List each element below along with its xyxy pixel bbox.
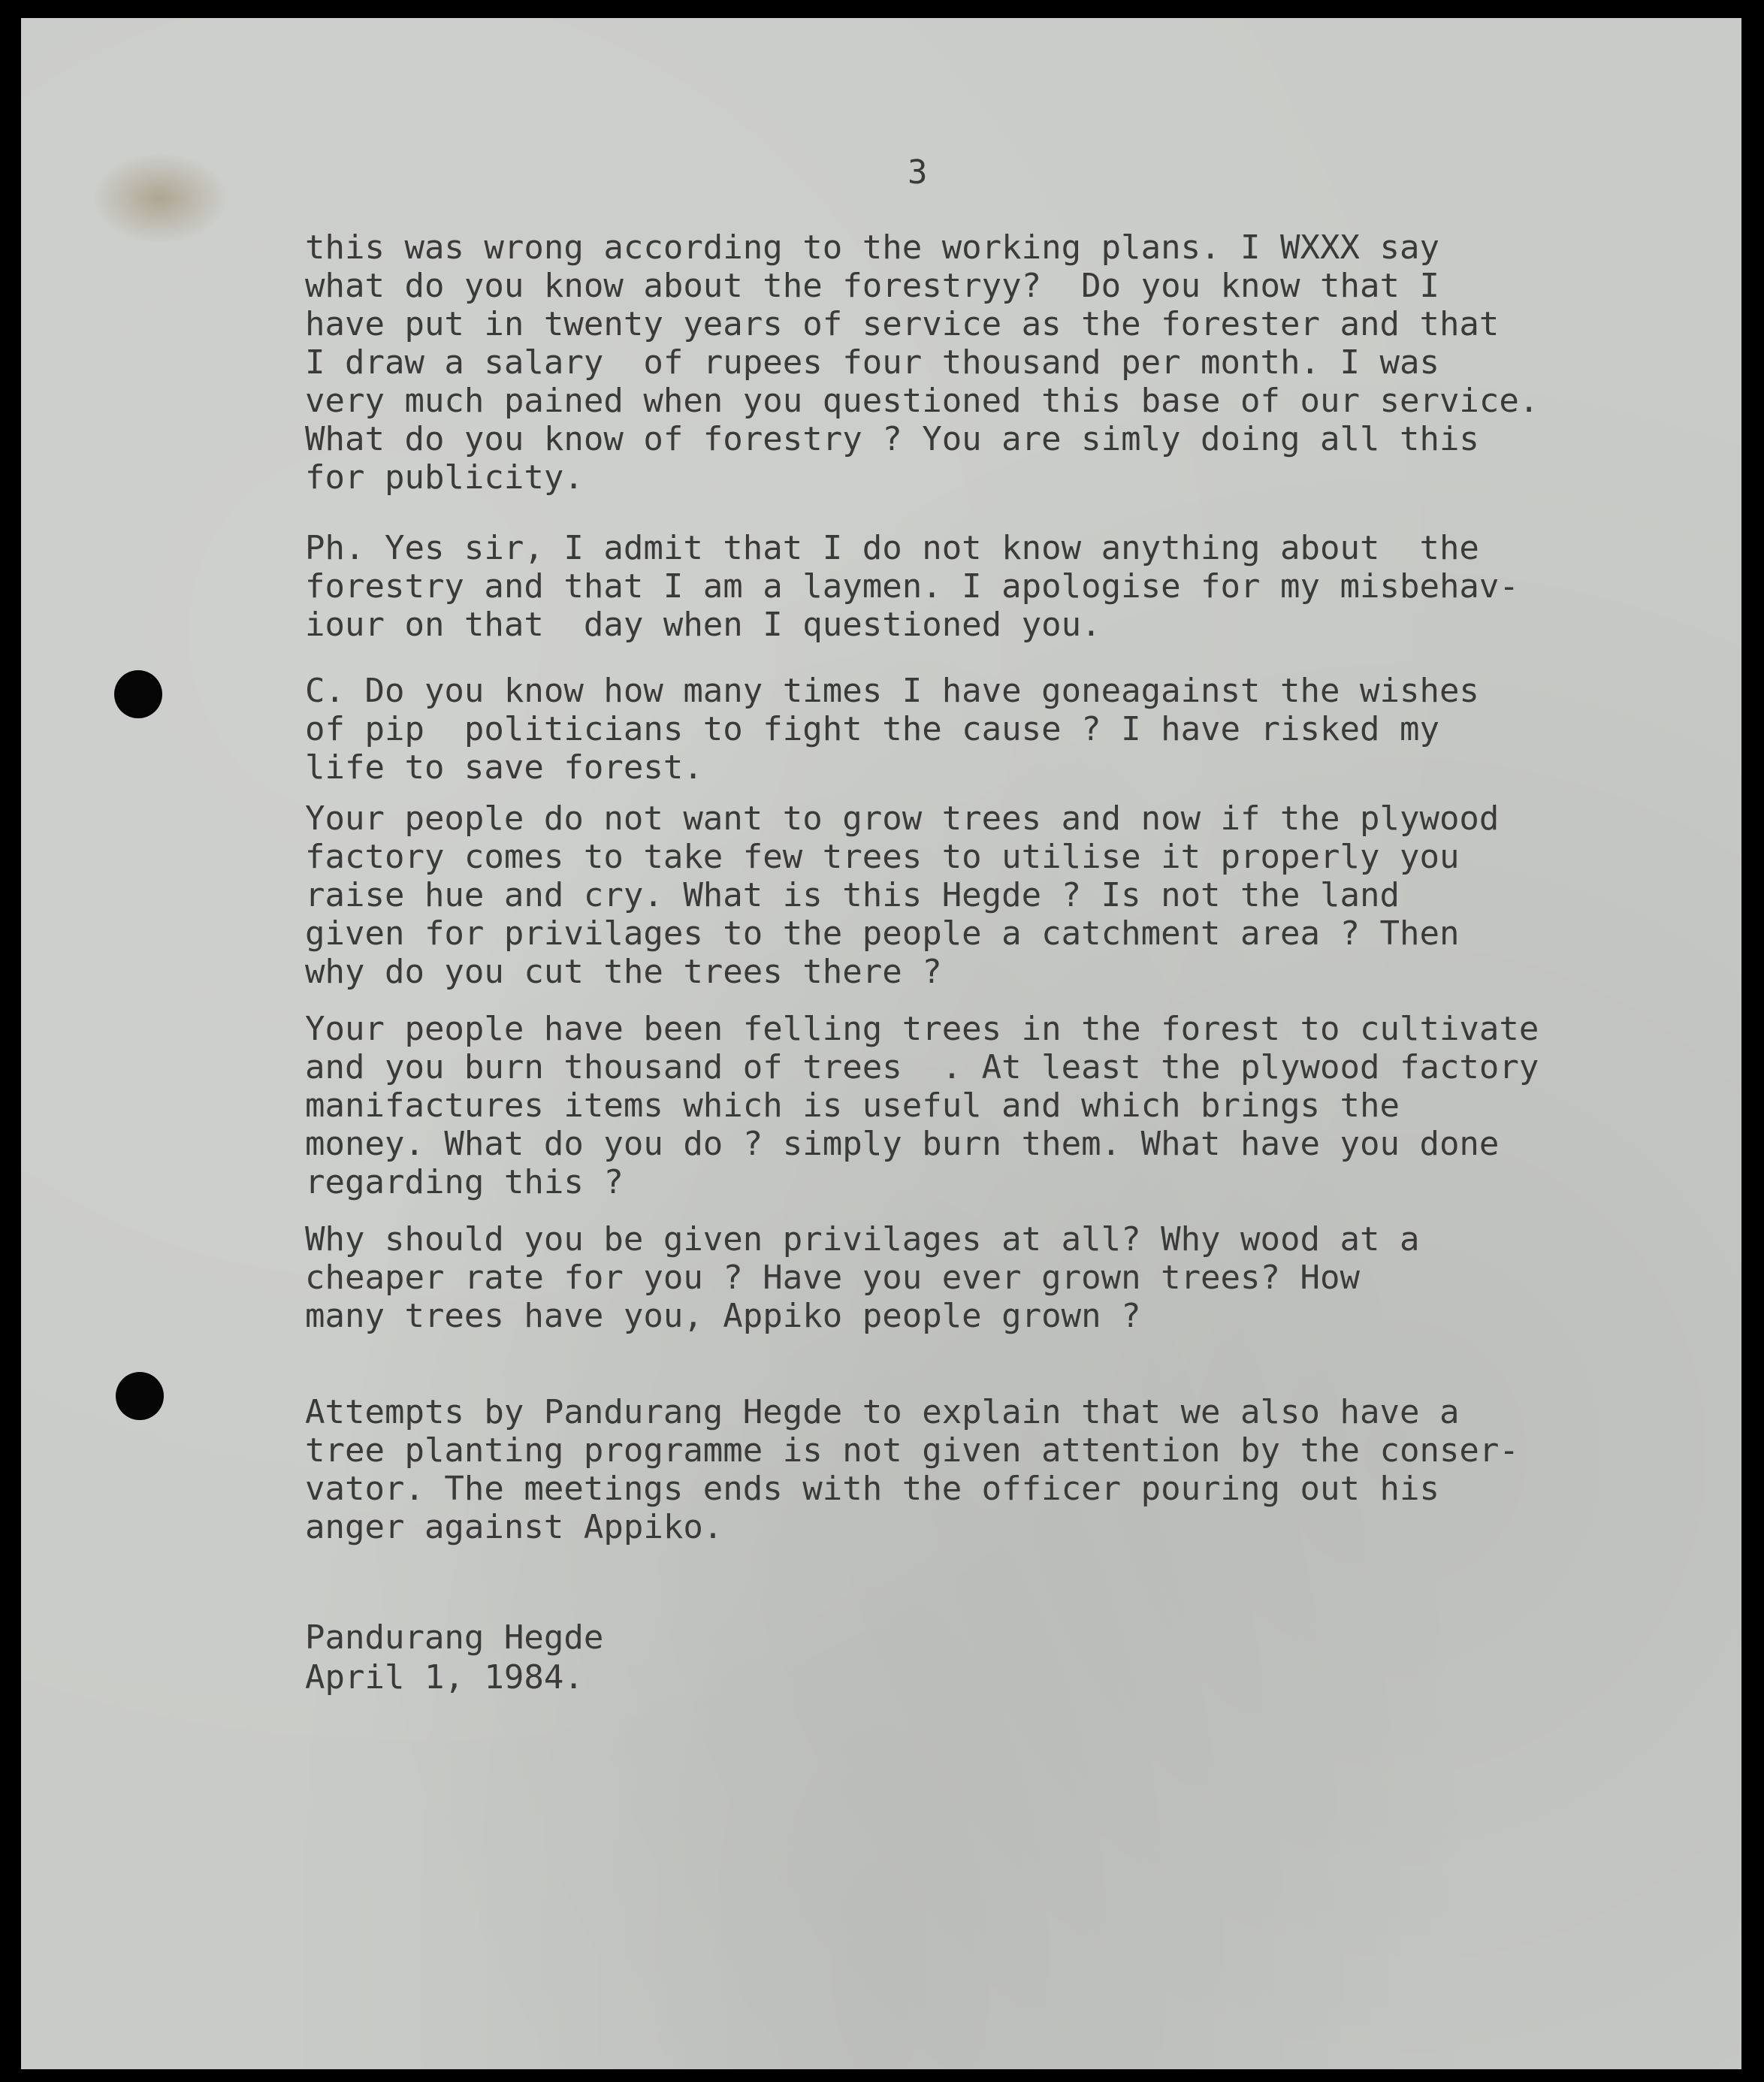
paragraph-5: Your people have been felling trees in the forest to cultivate and you burn thousand of trees . At least the plywood factory manifactures items which is useful and which brings the money. What do you do ? simply burn them. What have you done regarding this ? [305,1010,1539,1201]
punch-hole-top [114,670,162,718]
paragraph-2: Ph. Yes sir, I admit that I do not know anything about the forestry and that I am a laymen. I apologise for my misbehav- iour on that day when I questioned you. [305,529,1519,644]
paragraph-4: Your people do not want to grow trees and now if the plywood factory comes to take few trees to utilise it properly you raise hue and cry. What is this Hegde ? Is not the land given for privilages to the people a catchment area ? Then why do you cut the trees there ? [305,799,1500,991]
rust-stain [92,153,228,243]
signature-date: April 1, 1984. [305,1658,584,1697]
document-page [21,18,1741,2069]
paragraph-3: C. Do you know how many times I have goneagainst the wishes of pip politicians to fight the cause ? I have risked my life to save forest. [305,672,1479,787]
paragraph-1: this was wrong according to the working plans. I WXXX say what do you know about the forestryy? Do you know that I have put in twenty years of service as the forester and that I draw a salary of rupees four thousand per month. I was very much pained when you questioned this base of our service. What do you know of forestry ? You are simly doing all this for publicity. [305,228,1539,497]
signature-name: Pandurang Hegde [305,1618,604,1657]
punch-hole-bottom [116,1372,164,1420]
paragraph-6: Why should you be given privilages at all? Why wood at a cheaper rate for you ? Have you ever grown trees? How many trees have you, Appiko people grown ? [305,1220,1420,1335]
page-number: 3 [908,153,928,192]
paragraph-7: Attempts by Pandurang Hegde to explain that we also have a tree planting programme is not given attention by the conser- vator. The meetings ends with the officer pouring out his anger against Appiko. [305,1393,1519,1546]
